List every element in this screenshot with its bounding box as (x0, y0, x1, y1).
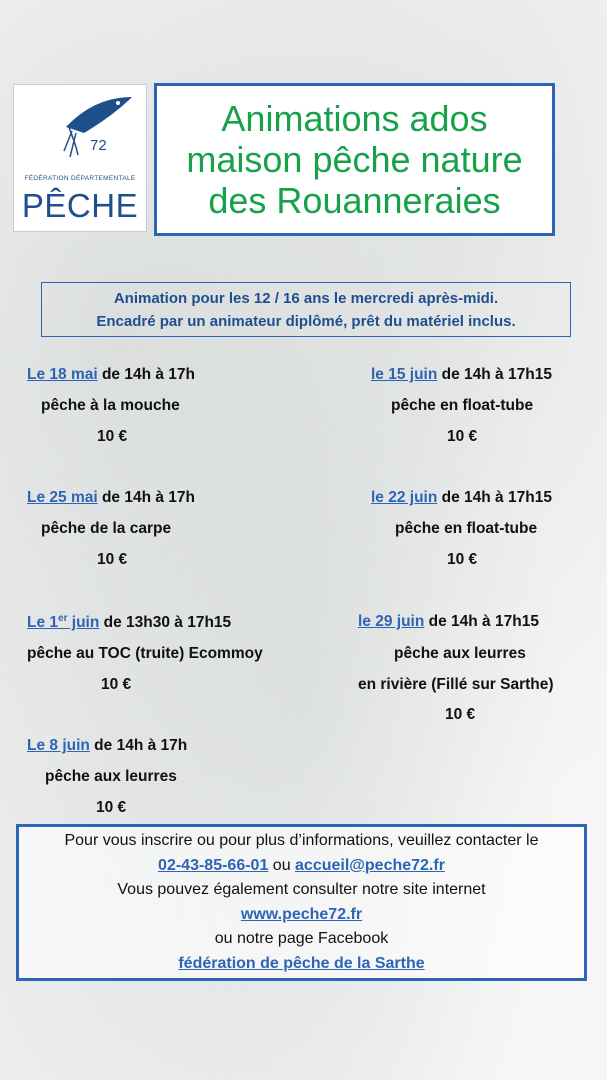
event-date-link[interactable]: Le 8 juin (27, 737, 90, 754)
event-time: de 14h à 17h15 (437, 489, 552, 506)
phone-link[interactable]: 02-43-85-66-01 (158, 856, 269, 874)
event-price: 10 € (447, 428, 478, 445)
event-date-link[interactable]: le 15 juin (371, 366, 438, 383)
event-price: 10 € (97, 428, 128, 445)
title-line-2: maison pêche nature (186, 139, 523, 180)
event-activity: pêche aux leurres (394, 645, 526, 662)
event-date-link[interactable]: Le 25 mai (27, 489, 98, 506)
intro-line-1: Animation pour les 12 / 16 ans le mercredi après-midi. (113, 289, 499, 307)
event-activity: pêche aux leurres (45, 768, 177, 785)
event-date-link[interactable]: le 22 juin (371, 489, 438, 506)
contact-line-5: ou notre page Facebook (214, 930, 389, 947)
email-link[interactable]: accueil@peche72.fr (295, 856, 445, 874)
event-price: 10 € (97, 551, 128, 568)
event-activity: pêche au TOC (truite) Ecommoy (27, 645, 263, 662)
logo-brand: PÊCHE (21, 187, 139, 224)
contact-line-2: 02-43-85-66-01 ou accueil@peche72.fr (158, 856, 445, 874)
event-price: 10 € (96, 799, 127, 816)
logo-number: 72 (90, 137, 107, 154)
intro-line-2: Encadré par un animateur diplômé, prêt du matériel inclus. (96, 312, 516, 330)
event-activity: pêche à la mouche (41, 397, 180, 414)
contact-line-3: Vous pouvez également consulter notre site internet (117, 881, 486, 898)
event-right-1-header (371, 366, 552, 384)
event-activity: pêche en float-tube (391, 397, 534, 414)
event-price: 10 € (101, 676, 132, 693)
title-line-1: Animations ados (221, 98, 488, 139)
event-time: de 14h à 17h (97, 489, 196, 506)
federation-logo (13, 84, 147, 232)
event-time: de 14h à 17h15 (424, 613, 539, 630)
event-date-link[interactable]: le 29 juin (358, 613, 425, 630)
event-time: de 14h à 17h15 (437, 366, 552, 383)
logo-federation: FÉDÉRATION DÉPARTEMENTALE (24, 175, 136, 182)
event-left-1-header (27, 366, 195, 384)
event-price: 10 € (445, 706, 476, 723)
event-left-4-header (27, 737, 187, 755)
title-line-3: des Rouanneraies (208, 180, 501, 221)
website-link[interactable]: www.peche72.fr (240, 905, 363, 923)
facebook-link[interactable]: fédération de pêche de la Sarthe (178, 954, 425, 972)
event-right-3-header (358, 613, 539, 631)
contact-line-1: Pour vous inscrire ou pour plus d’informations, veuillez contacter le (64, 832, 539, 849)
event-price: 10 € (447, 551, 478, 568)
event-right-2-header (371, 489, 552, 507)
event-date-link[interactable]: Le 1er juin (27, 613, 100, 632)
event-activity: pêche en float-tube (395, 520, 538, 537)
event-time: de 13h30 à 17h15 (99, 614, 232, 632)
event-time: de 14h à 17h (89, 737, 188, 754)
event-activity: pêche de la carpe (41, 520, 172, 537)
event-date-link[interactable]: Le 18 mai (27, 366, 98, 383)
title-box (154, 83, 555, 236)
event-time: de 14h à 17h (97, 366, 196, 383)
event-left-2-header (27, 489, 195, 507)
event-activity-location: en rivière (Fillé sur Sarthe) (358, 676, 554, 693)
intro-box (41, 282, 571, 337)
event-left-3-header (27, 613, 231, 632)
contact-box (16, 824, 587, 981)
